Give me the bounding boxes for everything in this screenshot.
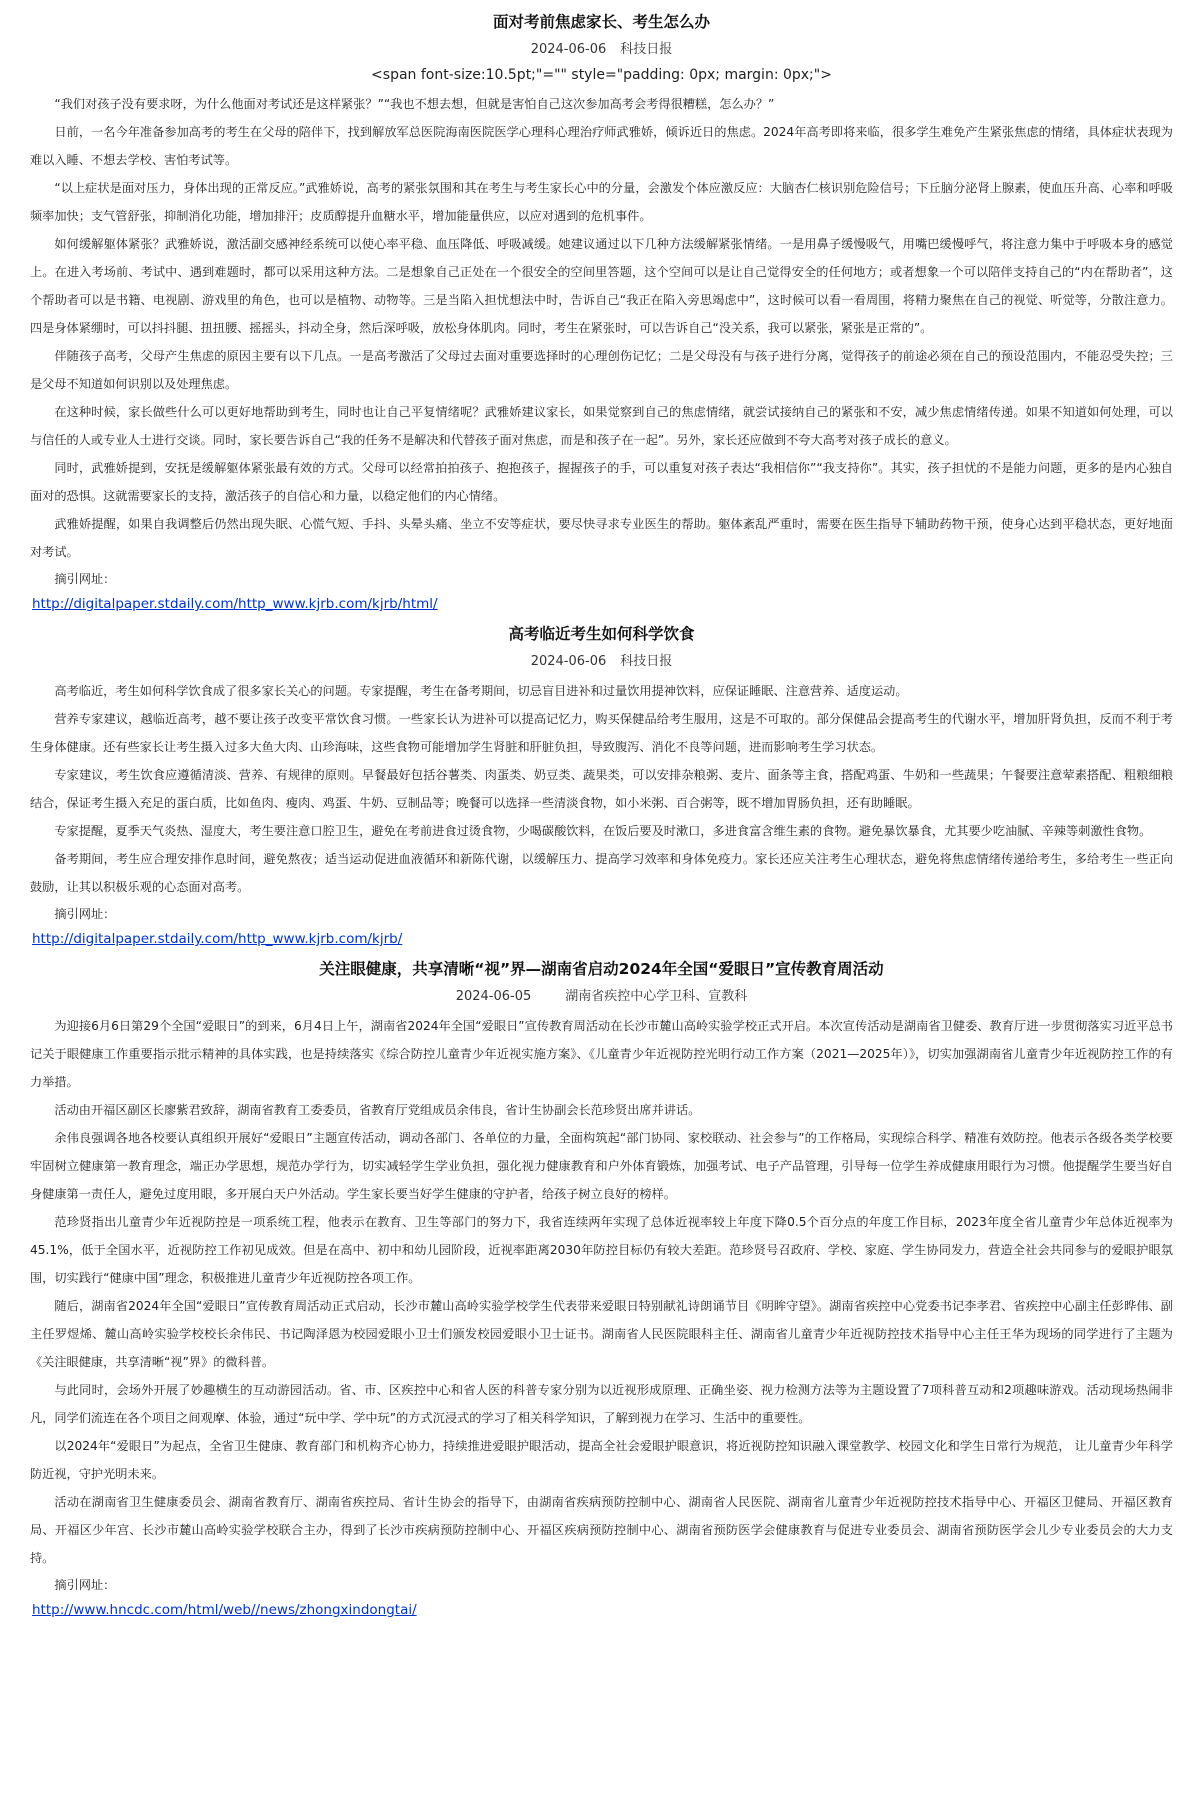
paragraph: 随后，湖南省2024年全国“爱眼日”宣传教育周活动正式启动，长沙市麓山高岭实验学校学生代表带来爱眼日特别献礼诗朗诵节目《明眸守望》。湖南省疾控中心党委书记李孝君、省疾控中心副主任彭晔伟、副主任罗煜烯、麓山高岭实验学校校长余伟民、书记陶泽恩为校园爱眼小卫士们颁发校园爱眼小卫士证书。湖南省人民医院眼科主任、湖南省儿童青少年近视防控技术指导中心主任王华为现场的同学进行了主题为《关注眼健康，共享清晰“视”界》的微科普。 [30,1299,1173,1369]
paragraph: 余伟良强调各地各校要认真组织开展好“爱眼日”主题宣传活动，调动各部门、各单位的力量，全面构筑起“部门协同、家校联动、社会参与”的工作格局，实现综合科学、精准有效防控。他表示各级各类学校要牢固树立健康第一教育理念，端正办学思想，规范办学行为，切实减轻学生学业负担，强化视力健康教育和户外体育锻炼，加强考试、电子产品管理，引导每一位学生养成健康用眼行为习惯。他提醒学生要当好自身健康第一责任人，避免过度用眼，多开展白天户外活动。学生家长要当好学生健康的守护者，给孩子树立良好的榜样。 [30,1131,1173,1201]
article-date: 2024-06-06 [530,42,607,57]
paragraph: 专家提醒，夏季天气炎热、湿度大，考生要注意口腔卫生，避免在考前进食过烫食物，少喝碳酸饮料，在饭后要及时漱口，多进食富含维生素的食物。避免暴饮暴食，尤其要少吃油腻、辛辣等刺激性食物。 [54,824,1152,838]
article-1 [30,12,1173,622]
paragraph: 营养专家建议，越临近高考，越不要让孩子改变平常饮食习惯。一些家长认为进补可以提高记忆力，购买保健品给考生服用，这是不可取的。部分保健品会提高考生的代谢水平，增加肝肾负担，反而不利于考生身体健康。还有些家长让考生摄入过多大鱼大肉、山珍海味，这些食物可能增加学生肾脏和肝脏负担，导致腹泻、消化不良等问题，进而影响考生学习状态。 [30,712,1173,754]
article-title: 面对考前焦虑家长、考生怎么办 [492,13,710,31]
article-title: 高考临近考生如何科学饮食 [508,625,695,643]
paragraph: “我们对孩子没有要求呀，为什么他面对考试还是这样紧张？”“我也不想去想，但就是害怕自己这次参加高考会考得很糟糕，怎么办？” [54,97,775,111]
paragraph: “以上症状是面对压力，身体出现的正常反应。”武雅娇说，高考的紧张氛围和其在考生与考生家长心中的分量，会激发个体应激反应：大脑杏仁核识别危险信号；下丘脑分泌肾上腺素，使血压升高、心率和呼吸频率加快；支气管舒张，抑制消化功能，增加排汗；皮质醇提升血糖水平，增加能量供应，以应对遇到的危机事件。 [30,181,1173,223]
paragraph: 日前，一名今年准备参加高考的考生在父母的陪伴下，找到解放军总医院海南医院医学心理科心理治疗师武雅娇，倾诉近日的焦虑。2024年高考即将来临，很多学生难免产生紧张焦虑的情绪，具体症状表现为难以入睡、不想去学校、害怕考试等。 [30,125,1173,167]
article-date: 2024-06-05 [455,989,532,1004]
source-url-link[interactable]: http://digitalpaper.stdaily.com/http_www.kjrb.com/kjrb/ [32,931,403,947]
paragraph: 活动由开福区副区长廖紫君致辞，湖南省教育工委委员，省教育厅党组成员余伟良，省计生协副会长范珍贤出席并讲话。 [54,1103,701,1117]
paragraph: 活动在湖南省卫生健康委员会、湖南省教育厅、湖南省疾控局、省计生协会的指导下，由湖南省疾病预防控制中心、湖南省人民医院、湖南省儿童青少年近视防控技术指导中心、开福区卫健局、开福区教育局、开福区少年宫、长沙市麓山高岭实验学校联合主办，得到了长沙市疾病预防控制中心、开福区疾病预防控制中心、湖南省预防医学会健康教育与促进专业委员会、湖南省预防医学会儿少专业委员会的大力支持。 [30,1495,1173,1565]
article-source: 科技日报 [620,42,673,57]
paragraph: 如何缓解躯体紧张？武雅娇说，激活副交感神经系统可以使心率平稳、血压降低、呼吸减缓。她建议通过以下几种方法缓解紧张情绪。一是用鼻子缓慢吸气，用嘴巴缓慢呼气，将注意力集中于呼吸本身的感觉上。在进入考场前、考试中、遇到难题时，都可以采用这种方法。二是想象自己正处在一个很安全的空间里答题，这个空间可以是让自己觉得安全的任何地方；或者想象一个可以陪伴支持自己的“内在帮助者”，这个帮助者可以是书籍、电视剧、游戏里的角色，也可以是植物、动物等。三是当陷入担忧想法中时，告诉自己“我正在陷入旁思竭虑中”，这时候可以看一看周围，将精力聚焦在自己的视觉、听觉等，分散注意力。四是身体紧绷时，可以抖抖腿、扭扭腰、摇摇头，抖动全身，然后深呼吸，放松身体肌肉。同时，考生在紧张时，可以告诉自己“没关系，我可以紧张，紧张是正常的”。 [30,237,1173,335]
article-meta [30,988,1173,1006]
source-url-link[interactable]: http://digitalpaper.stdaily.com/http_www.kjrb.com/kjrb/html/ [32,596,438,612]
source-url-label: 摘引网址： [54,572,116,586]
paragraph: 范珍贤指出儿童青少年近视防控是一项系统工程，他表示在教育、卫生等部门的努力下，我省连续两年实现了总体近视率较上年度下降0.5个百分点的年度工作目标，2023年度全省儿童青少年总体近视率为45.1%，低于全国水平，近视防控工作初见成效。但是在高中、初中和幼儿园阶段，近视率距离2030年防控目标仍有较大差距。范珍贤号召政府、学校、家庭、学生协同发力，营造全社会共同参与的爱眼护眼氛围，切实践行“健康中国”理念，积极推进儿童青少年近视防控各项工作。 [30,1215,1173,1285]
article-2 [30,624,1173,957]
article-date: 2024-06-06 [530,654,607,669]
paragraph: 专家建议，考生饮食应遵循清淡、营养、有规律的原则。早餐最好包括谷薯类、肉蛋类、奶豆类、蔬果类，可以安排杂粮粥、麦片、面条等主食，搭配鸡蛋、牛奶和一些蔬果；午餐要注意荤素搭配、粗粮细粮结合，保证考生摄入充足的蛋白质，比如鱼肉、瘦肉、鸡蛋、牛奶、豆制品等；晚餐可以选择一些清淡食物，如小米粥、百合粥等，既不增加胃肠负担，还有助睡眠。 [30,768,1173,810]
article-title: 关注眼健康，共享清晰“视”界—湖南省启动2024年全国“爱眼日”宣传教育周活动 [319,960,884,978]
paragraph: 以2024年“爱眼日”为起点，全省卫生健康、教育部门和机构齐心协力，持续推进爱眼护眼活动，提高全社会爱眼护眼意识，将近视防控知识融入课堂教学、校园文化和学生日常行为规范， 让儿童青少年科学防近视，守护光明未来。 [30,1439,1173,1481]
raw-markup-line: <span font-size:10.5pt;"="" style="padding: 0px; margin: 0px;"> [371,67,832,83]
source-url-label: 摘引网址： [54,1578,116,1592]
article-meta [30,653,1173,671]
article-source: 科技日报 [620,654,673,669]
paragraph: 与此同时，会场外开展了妙趣横生的互动游园活动。省、市、区疾控中心和省人医的科普专家分别为以近视形成原理、正确坐姿、视力检测方法等为主题设置了7项科普互动和2项趣味游戏。活动现场热闹非凡，同学们流连在各个项目之间观摩、体验，通过“玩中学、学中玩”的方式沉浸式的学习了相关科学知识，了解到视力在学习、生活中的重要性。 [30,1383,1173,1425]
paragraph: 同时，武雅娇提到，安抚是缓解躯体紧张最有效的方式。父母可以经常拍拍孩子、抱抱孩子，握握孩子的手，可以重复对孩子表达“我相信你”“我支持你”。其实，孩子担忧的不是能力问题，更多的是内心独自面对的恐惧。这就需要家长的支持，激活孩子的自信心和力量，以稳定他们的内心情绪。 [30,461,1173,503]
article-meta [30,41,1173,59]
paragraph: 武雅娇提醒，如果自我调整后仍然出现失眠、心慌气短、手抖、头晕头痛、坐立不安等症状，要尽快寻求专业医生的帮助。躯体紊乱严重时，需要在医生指导下辅助药物干预，使身心达到平稳状态，更好地面对考试。 [30,517,1173,559]
paragraph: 伴随孩子高考，父母产生焦虑的原因主要有以下几点。一是高考激活了父母过去面对重要选择时的心理创伤记忆；二是父母没有与孩子进行分离，觉得孩子的前途必须在自己的预设范围内，不能忍受失控；三是父母不知道如何识别以及处理焦虑。 [30,349,1173,391]
source-url-link[interactable]: http://www.hncdc.com/html/web//news/zhongxindongtai/ [32,1602,417,1618]
source-url-label: 摘引网址： [54,907,116,921]
paragraph: 高考临近，考生如何科学饮食成了很多家长关心的问题。专家提醒，考生在备考期间，切忌盲目进补和过量饮用提神饮料，应保证睡眠、注意营养、适度运动。 [54,684,908,698]
paragraph: 在这种时候，家长做些什么可以更好地帮助到考生，同时也让自己平复情绪呢？武雅娇建议家长，如果觉察到自己的焦虑情绪，就尝试接纳自己的紧张和不安，减少焦虑情绪传递。如果不知道如何处理，可以与信任的人或专业人士进行交谈。同时，家长要告诉自己“我的任务不是解决和代替孩子面对焦虑，而是和孩子在一起”。另外，家长还应做到不夸大高考对孩子成长的意义。 [30,405,1173,447]
paragraph: 为迎接6月6日第29个全国“爱眼日”的到来，6月4日上午，湖南省2024年全国“爱眼日”宣传教育周活动在长沙市麓山高岭实验学校正式开启。本次宣传活动是湖南省卫健委、教育厅进一步贯彻落实习近平总书记关于眼健康工作重要指示批示精神的具体实践，也是持续落实《综合防控儿童青少年近视实施方案》、《儿童青少年近视防控光明行动工作方案（2021—2025年）》，切实加强湖南省儿童青少年近视防控工作的有力举措。 [30,1019,1173,1089]
paragraph: 备考期间，考生应合理安排作息时间，避免熬夜；适当运动促进血液循环和新陈代谢，以缓解压力、提高学习效率和身体免疫力。家长还应关注考生心理状态，避免将焦虑情绪传递给考生，多给考生一些正向鼓励，让其以积极乐观的心态面对高考。 [30,852,1173,894]
article-source: 湖南省疾控中心学卫科、宣教科 [565,989,748,1004]
article-3 [30,959,1173,1628]
